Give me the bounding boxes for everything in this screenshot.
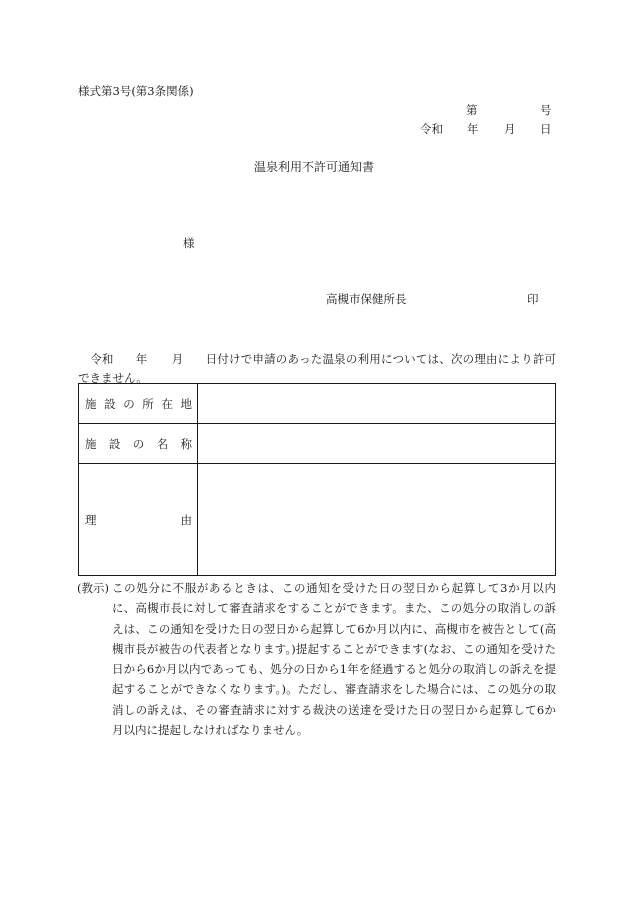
- reason-label: [79, 512, 197, 528]
- notice-heading: (教示): [77, 581, 109, 595]
- facility-table: [78, 383, 556, 576]
- label-char: 在: [161, 396, 173, 411]
- label-char: 施: [85, 436, 97, 451]
- facility-location-value[interactable]: [198, 384, 556, 424]
- date-year: 年: [467, 122, 479, 136]
- label-char: 設: [108, 436, 121, 451]
- table-row-location: [79, 384, 556, 424]
- intro-text: 日付けで申請のあった温泉の利用については、次の理由により許可できません。: [78, 352, 557, 385]
- date-day: 日: [540, 122, 552, 136]
- addressee-suffix: 様: [183, 236, 195, 250]
- facility-location-label: [79, 396, 197, 412]
- label-cell: [79, 424, 198, 464]
- date-month: 月: [504, 122, 516, 136]
- label-char: 所: [142, 396, 154, 411]
- issuer-name: 高槻市保健所長: [326, 292, 407, 306]
- table-row-name: [79, 424, 556, 464]
- page-title: 温泉利用不許可通知書: [254, 160, 375, 174]
- label-char: 施: [85, 396, 97, 411]
- table-row-reason: [79, 464, 556, 576]
- notice-text: この処分に不服があるときは、この通知を受けた日の翌日から起算して3か月以内に、高槻市長に対して審査請求をすることができます。また、この処分の取消しの訴えは、この通知を受けた日の翌日から起算して6か月以内に、高槻市を被告として(高槻市長が被告の代表者となります。)提起することができます(なお、この通知を受けた日から6か月以内であっても、処分の日から1年を経過すると処分の取消しの訴えを提起することができなくなります。)。ただし、審査請求をした場合には、この処分の取消しの訴えは、その審査請求に対する裁決の送達を受けた日の翌日から起算して6か月以内に提起しなければなりません。: [112, 581, 556, 738]
- intro-year: 年: [135, 352, 148, 366]
- intro-era: 令和: [90, 352, 114, 366]
- label-char: 設: [104, 396, 116, 411]
- doc-number-suffix: 号: [540, 103, 552, 117]
- reason-value[interactable]: [198, 464, 556, 576]
- label-char: 称: [180, 436, 192, 451]
- label-char: 由: [180, 512, 192, 527]
- label-char: 名: [156, 436, 169, 451]
- form-code: 様式第3号(第3条関係): [78, 84, 194, 98]
- intro-paragraph: [78, 350, 556, 387]
- label-char: 理: [85, 512, 97, 527]
- facility-name-label: [79, 436, 197, 452]
- label-cell: [79, 384, 198, 424]
- doc-number-prefix: 第: [466, 103, 478, 117]
- facility-name-value[interactable]: [198, 424, 556, 464]
- label-char: の: [123, 396, 135, 411]
- intro-month: 月: [171, 352, 184, 366]
- seal-mark: 印: [527, 292, 539, 306]
- label-char: の: [132, 436, 145, 451]
- label-char: 地: [180, 396, 192, 411]
- date-era: 令和: [420, 122, 443, 136]
- label-cell: [79, 464, 198, 576]
